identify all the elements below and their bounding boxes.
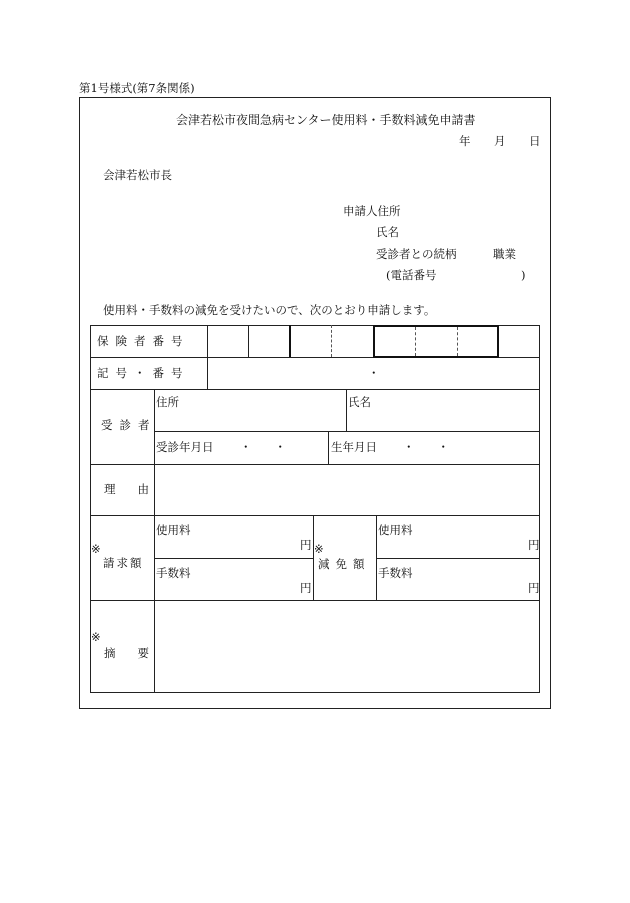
row-line [90,515,540,516]
request-amount-label: 請求額 [103,556,144,570]
exemption-asterisk: ※ [314,542,324,556]
exemption-amount-label: 減免額 [318,557,371,571]
reason-label: 理由 [104,482,171,496]
patient-name-input[interactable] [347,410,539,430]
symbol-number-label: 記号・番号 [97,366,190,380]
row-line [376,558,540,559]
digit-divider [415,327,416,356]
patient-address-input[interactable] [155,410,345,430]
exemption-handling-fee-label: 手数料 [378,566,413,580]
visit-date-field[interactable]: ・ ・ [240,440,286,454]
intro-text: 使用料・手数料の減免を受けたいので、次のとおり申請します。 [103,303,436,317]
insurer-number-label: 保険者番号 [97,334,190,348]
exemption-usage-fee-label: 使用料 [378,523,413,537]
summary-input[interactable] [155,601,539,692]
symbol-number-input[interactable] [208,358,539,388]
request-asterisk: ※ [91,542,101,556]
birth-date-field[interactable]: ・ ・ [403,440,449,454]
col-line [328,431,329,464]
request-usage-yen: 円 [300,538,312,552]
date-year: 年 [459,134,471,148]
row-line [90,389,540,390]
applicant-occupation-label: 職業 [493,247,516,261]
applicant-phone-close: ) [521,268,526,282]
applicant-relation-label: 受診者との続柄 [376,247,457,261]
applicant-phone-label: (電話番号 [386,268,437,282]
patient-name-label: 氏名 [348,395,371,409]
reason-input[interactable] [155,465,539,514]
date-month: 月 [494,134,506,148]
addressee: 会津若松市長 [103,168,172,182]
col-line [248,325,249,357]
visit-date-label: 受診年月日 [156,440,214,454]
birth-date-label: 生年月日 [331,440,377,454]
digit-divider [331,325,332,357]
request-handling-yen: 円 [300,581,312,595]
applicant-name-label: 氏名 [376,225,399,239]
symbol-number-dot: ・ [368,366,380,380]
row-line [154,558,313,559]
applicant-address-label: 申請人住所 [343,204,401,218]
col-line [313,515,314,600]
digit-divider [457,327,458,356]
form-number: 第1号様式(第7条関係) [79,81,195,95]
col-line [376,515,377,600]
patient-label: 受診者 [101,418,157,432]
request-usage-fee-label: 使用料 [156,523,191,537]
request-handling-fee-label: 手数料 [156,566,191,580]
row-line [154,431,540,432]
summary-label: 摘要 [104,646,171,660]
patient-address-label: 住所 [156,395,179,409]
exemption-handling-yen: 円 [528,581,540,595]
summary-asterisk: ※ [91,630,101,644]
insurer-number-box[interactable] [373,325,499,358]
exemption-usage-yen: 円 [528,538,540,552]
form-title: 会津若松市夜間急病センター使用料・手数料減免申請書 [176,113,476,127]
date-day: 日 [529,134,541,148]
